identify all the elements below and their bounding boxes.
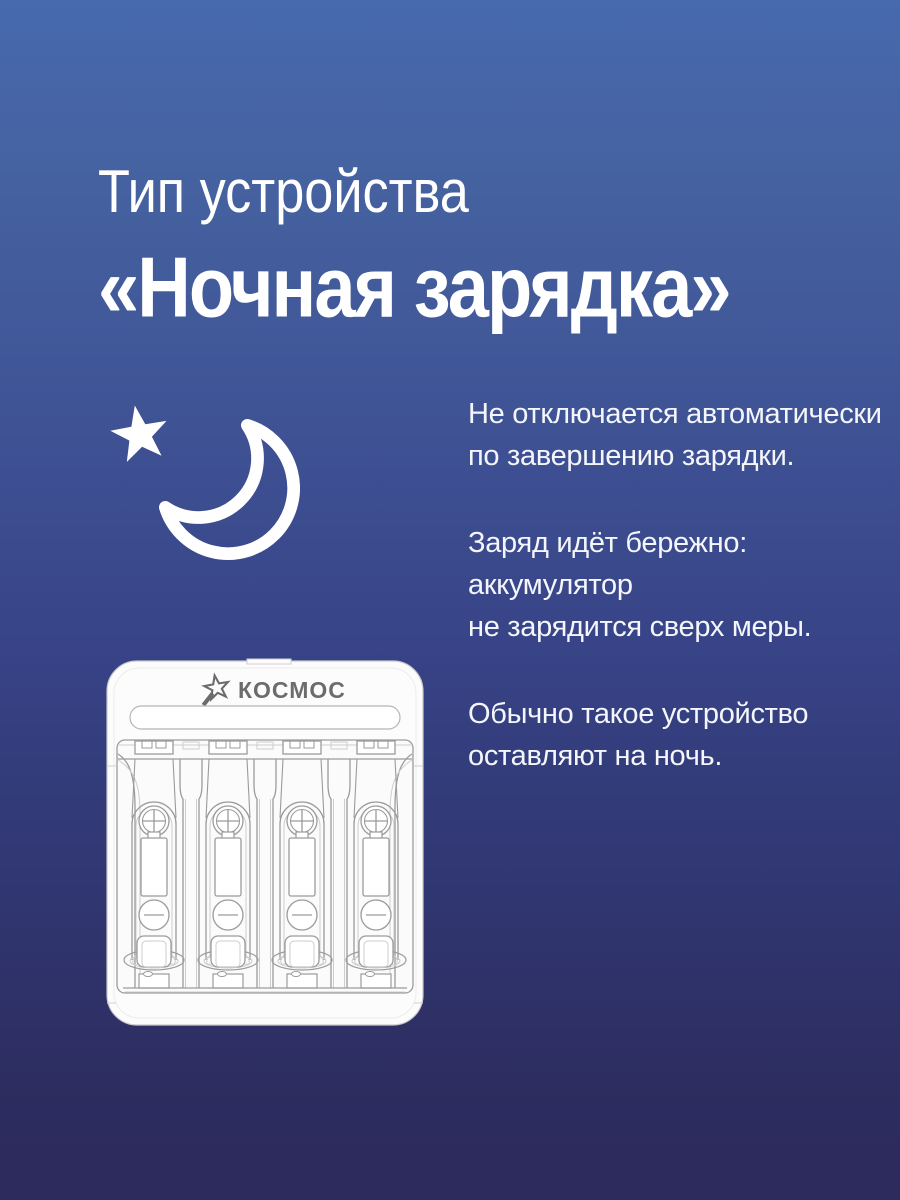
battery-charger-illustration — [105, 658, 425, 1028]
indicator-window — [130, 706, 400, 729]
kosmos-brand-text: КОСМОС — [238, 677, 346, 703]
benefit-1-line-1: Не отключается автоматически — [468, 398, 882, 430]
benefit-1-line-2: по завершению зарядки. — [468, 440, 795, 473]
benefit-3-line-2: оставляют на ночь. — [468, 740, 723, 773]
benefit-item-2 — [468, 522, 892, 648]
benefits-list — [468, 393, 892, 822]
charger-top-notch — [247, 659, 291, 664]
charger-svg — [105, 658, 425, 1028]
benefit-item-1 — [468, 393, 892, 477]
benefit-2-line-1: Заряд идёт бережно: аккумулятор — [468, 527, 747, 602]
title-block — [98, 156, 730, 338]
moon-star-svg — [100, 390, 300, 585]
title-line2: «Ночная зарядка» — [98, 238, 730, 336]
benefit-3-line-1: Обычно такое устройство — [468, 698, 809, 731]
crescent-moon-icon — [165, 425, 293, 553]
benefit-item-3 — [468, 693, 892, 777]
benefit-2-line-2: не зарядится сверх меры. — [468, 611, 812, 644]
star-icon — [110, 406, 166, 463]
crescent-moon-with-star-icon — [100, 390, 300, 585]
title-line1: Тип устройства — [98, 157, 469, 226]
